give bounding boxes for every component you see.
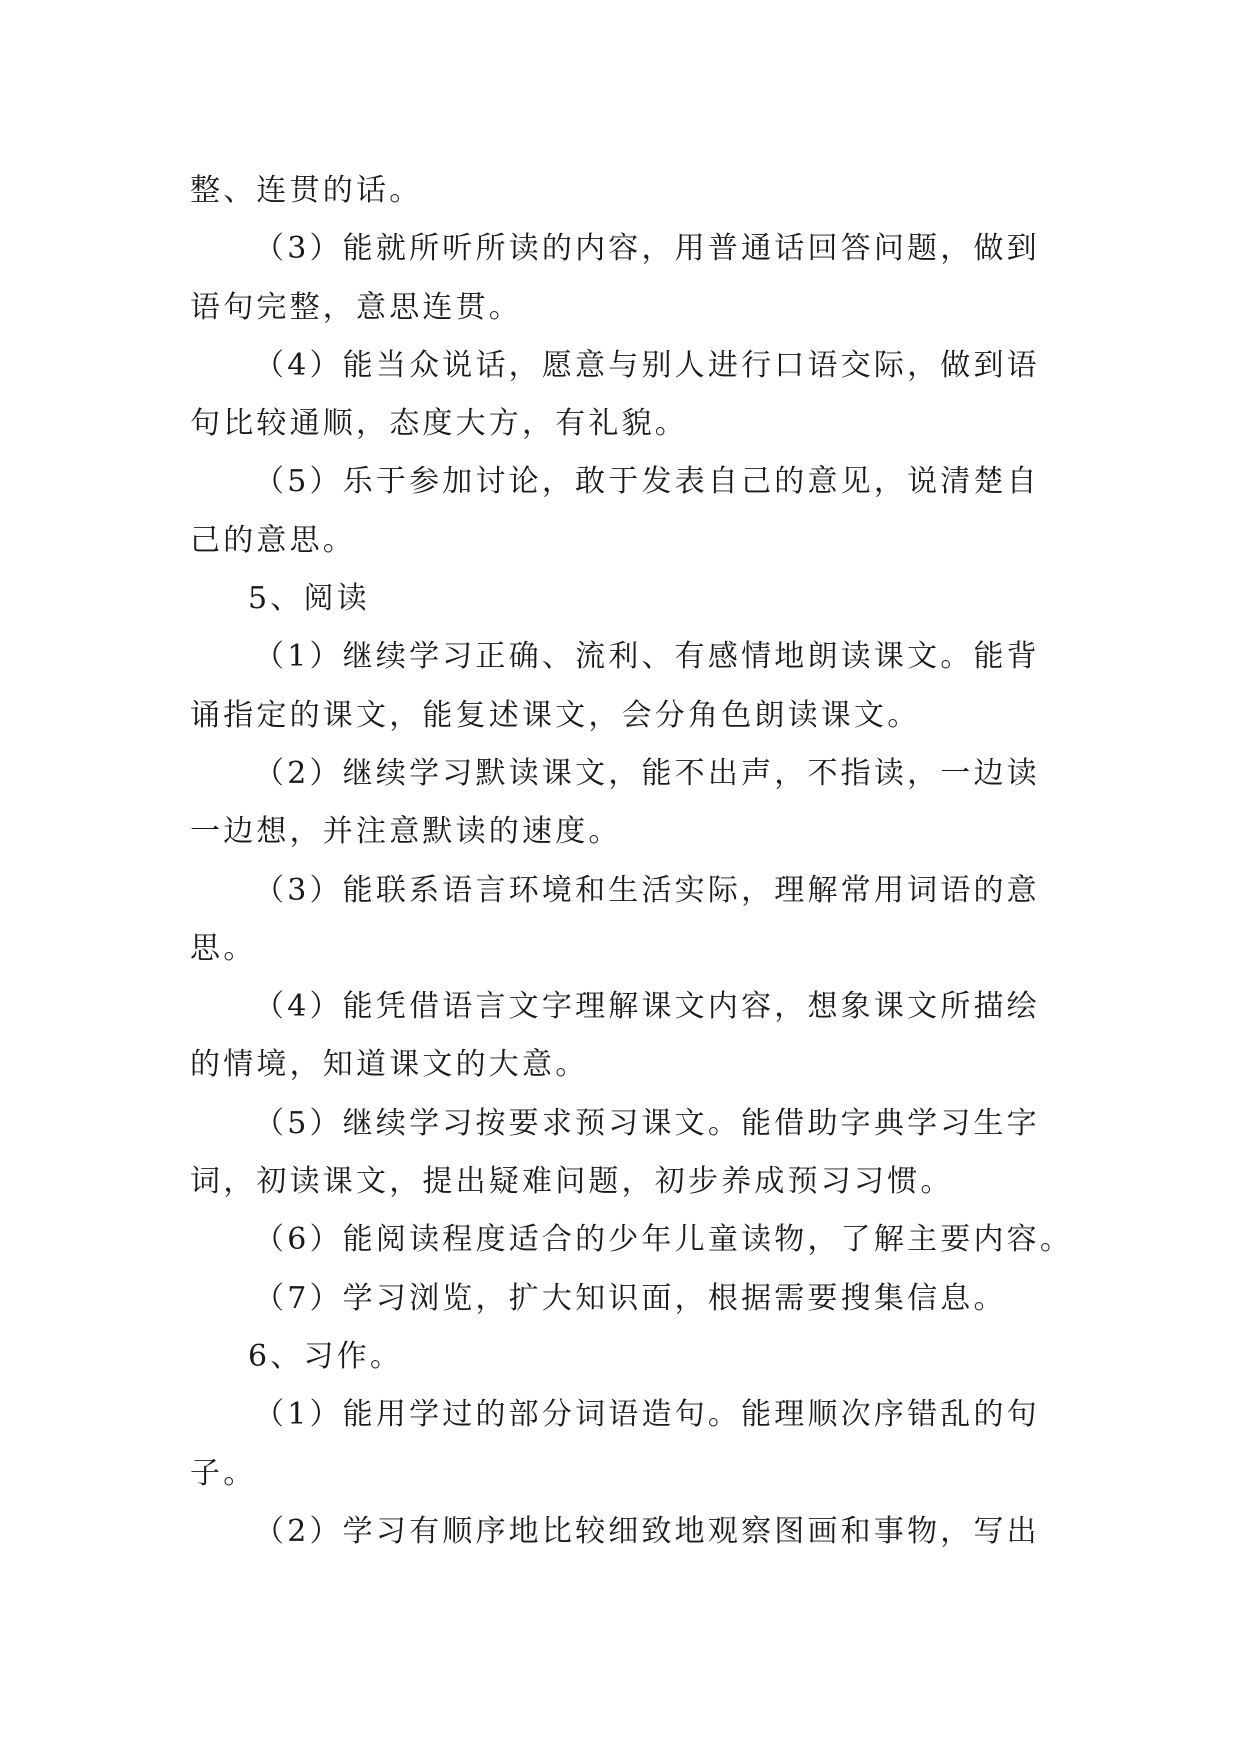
text-line: 思。: [190, 930, 257, 966]
text-line: （3）能联系语言环境和生活实际，理解常用词语的意: [254, 872, 1040, 908]
text-line: （5）继续学习按要求预习课文。能借助字典学习生字: [254, 1105, 1040, 1141]
text-line: （7）学习浏览，扩大知识面，根据需要搜集信息。: [254, 1280, 1007, 1316]
text-line: （5）乐于参加讨论，敢于发表自己的意见，说清楚自: [254, 464, 1040, 500]
body-text: [190, 162, 1074, 1561]
text-line: （1）能用学过的部分词语造句。能理顺次序错乱的句: [254, 1397, 1040, 1433]
text-line: 一边想，并注意默读的速度。: [190, 814, 622, 850]
text-line: 子。: [190, 1455, 257, 1491]
text-line: 语句完整，意思连贯。: [190, 289, 522, 325]
text-line: 整、连贯的话。: [190, 173, 423, 208]
section-heading: 5、阅读: [248, 581, 370, 617]
section-heading: 6、习作。: [248, 1338, 404, 1374]
text-line: 诵指定的课文，能复述课文，会分角色朗读课文。: [190, 697, 921, 733]
text-line: （3）能就所听所读的内容，用普通话回答问题，做到: [254, 231, 1040, 267]
text-line: （2）继续学习默读课文，能不出声，不指读，一边读: [254, 755, 1040, 791]
text-line: （1）继续学习正确、流利、有感情地朗读课文。能背: [254, 639, 1040, 675]
text-line: （4）能当众说话，愿意与别人进行口语交际，做到语: [254, 347, 1040, 383]
text-line: （4）能凭借语言文字理解课文内容，想象课文所描绘: [254, 989, 1040, 1025]
text-line: 词，初读课文，提出疑难问题，初步养成预习习惯。: [190, 1164, 954, 1200]
text-line: 己的意思。: [190, 522, 356, 558]
text-line: 句比较通顺，态度大方，有礼貌。: [190, 406, 688, 442]
text-line: 的情境，知道课文的大意。: [190, 1047, 589, 1083]
text-line: （2）学习有顺序地比较细致地观察图画和事物，写出: [254, 1513, 1040, 1549]
text-line: （6）能阅读程度适合的少年儿童读物，了解主要内容。: [254, 1222, 1074, 1258]
